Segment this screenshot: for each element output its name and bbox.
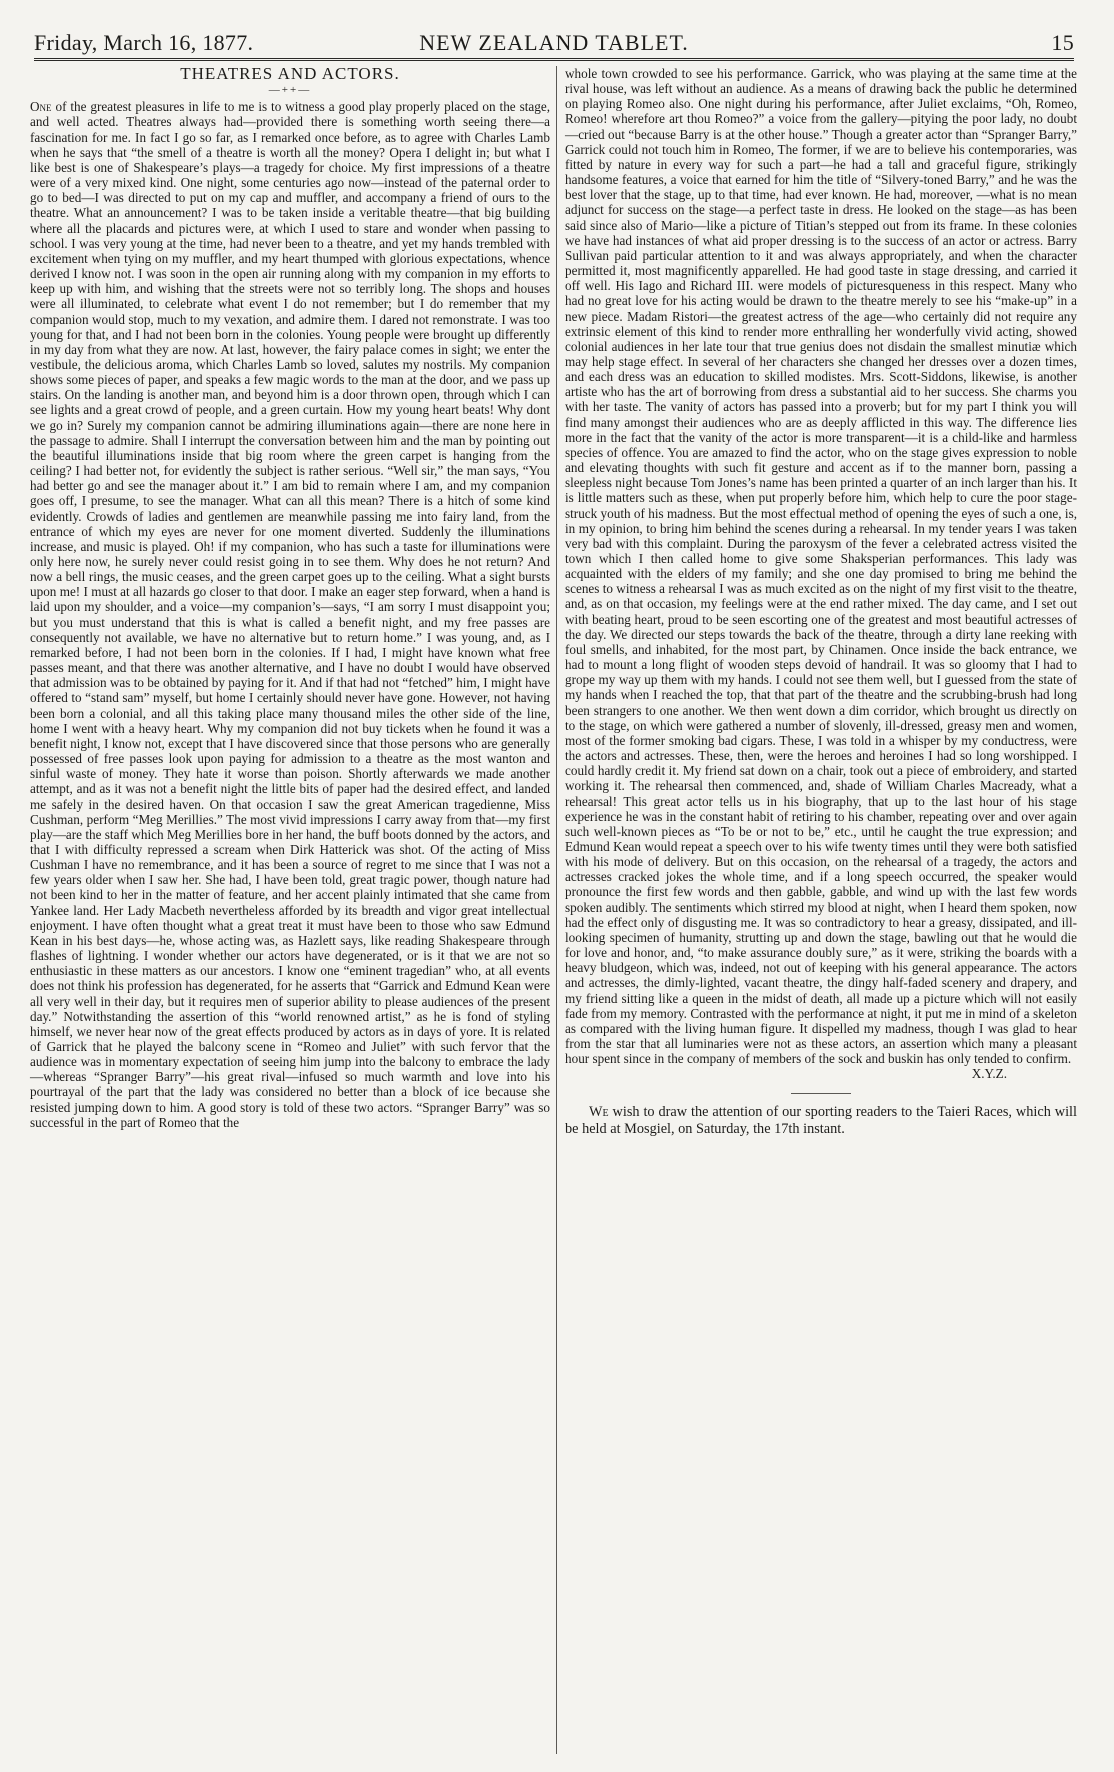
notice-lead-word: We xyxy=(589,1104,609,1121)
article-text-right: whole town crowded to see his performance. Garrick, who was playing at the same time at the rival house, was left without an audience. As a means of drawing back the public he determined on playing Romeo also. One night during his performance, after Juliet exclaims, “Oh, Romeo, Romeo! wherefore art thou Romeo?” a voice from the gallery—pitying the poor lady, no doubt—cried out “because Barry is at the other house.” Though a greater actor than “Spranger Barry,” Garrick could not touch him in Romeo, The former, if we are to believe his contemporaries, was fitted by nature in every way for such a part—he had a tall and graceful figure, strikingly handsome features, a voice that earned for him the title of “Silvery-toned Barry,” and he was the best lover that the stage, up to that time, had ever known. He had, moreover, —what is no mean adjunct for success on the stage—a perfect taste in dress. He looked on the stage—as has been said since also of Mario—like a picture of Titian’s stepped out from its frame. In these colonies we have had instances of what aid proper dressing is to the success of an actor or actress. Barry Sullivan paid particular attention to it and was always appropriately, and when the character permitted it, most magnificently apparelled. He had good taste in stage dressing, and carried it off well. His Iago and Richard III. were models of picturesqueness in this respect. Many who had no great love for his acting would be drawn to the theatre merely to see his “make-up” in a new piece. Madam Ristori—the greatest actress of the age—who certainly did not require any extrinsic element of this kind to render more enthralling her wonderfully vivid acting, showed colonial audiences in her late tour that true genius does not disdain the smallest minutiæ which may help stage effect. In several of her characters she changed her dresses over a dozen times, and each dress was an education to skilled modistes. Mrs. Scott-Siddons, likewise, is another artiste who has the art of borrowing from dress a substantial aid to her success. She charms you with her taste. The vanity of actors has passed into a proverb; but for my part I think you will find many amongst their audiences who are as deeply afflicted in this way. The difference lies more in the fact that the vanity of the actor is more transparent—it is a child-like and harmless species of offence. You are amazed to find the actor, who on the stage gives expression to noble and elevating thoughts with such fit gesture and accent as if to the manner born, passing a sleepless night because Tom Jones’s name has been printed a quarter of an inch larger than his. It is little matters such as these, when put properly before him, which help to cure the poor stage-struck youth of his madness. But the most effectual method of opening the eyes of such a one, is, in my opinion, to bring him behind the scenes during a rehearsal. In my tender years I was taken very bad with this complaint. During the paroxysm of the fever a celebrated actress visited the town which I then called home to give some Shaksperian performances. This lady was acquainted with the elders of my family; and she one day promised to bring me behind the scenes to witness a rehearsal I was as much excited as on the night of my first visit to the theatre, and, as on that occasion, my feelings were at the end rather mixed. The day came, and I set out with beating heart, proud to be seen escorting one of the greatest and most beautiful actresses of the day. We directed our steps towards the back of the theatre, through a dirty lane reeking with foul smells, and inhabited, for the most part, by Chinamen. Once inside the back entrance, we had to mount a long flight of wooden steps devoid of handrail. It was so gloomy that I had to grope my way up them with my hands. I could not see them well, but I guessed from the state of my hands when I reached the top, that that part of the theatre and the scrubbing-brush had long been strangers to one another. We then went down a dim corridor, which brought us directly on to the stage, on which were gathered a number of slovenly, ill-dressed, greasy men and women, most of the former smoking bad cigars. These, I was told in a whisper by my conductress, were the actors and actresses. These, then, were the heroes and heroines I had so long worshipped. I could hardly credit it. My friend sat down on a chair, took out a piece of embroidery, and started working it. The rehearsal then commenced, and, shade of William Charles Macready, what a rehearsal! This great actor tells us in his biography, that up to the last hour of his stage experience he was in the constant habit of retiring to his chamber, repeating over and over again such well-known pieces as “To be or not to be,” etc., until he caught the true expression; and Edmund Kean would repeat a speech over to his wife twenty times until they were both satisfied with his mode of delivery. But on this occasion, on the rehearsal of a tragedy, the actors and actresses cracked jokes the whole time, and if a long speech occurred, the speaker would pronounce the first few words and then gabble, gabble, and wind up with the last few words spoken audibly. The sentiments which stirred my blood at night, when I heard them spoken, now had the effect only of disgusting me. It was so contradictory to hear a greasy, dissipated, and ill-looking specimen of humanity, strutting up and down the stage, bawling out that he would die for love and honor, and, “to make assurance doubly sure,” as it were, striking the boards with a heavy bludgeon, which was, indeed, not out of keeping with his general appearance. The actors and actresses, the dimly-lighted, vacant theatre, the dingy half-faded scenery and drapery, and my friend sitting like a queen in the midst of death, all made up a picture which will not easily fade from my memory. Contrasted with the performance at night, it put me in mind of a skeleton as compared with the living human figure. It dispelled my madness, though I was glad to hear from the star that all luminaries were not as these actors, an assertion which many a pleasant hour spent since in the company of members of the sock and buskin has only tended to confirm. xyxy=(565,66,1077,1067)
drop-lead-word: One xyxy=(30,99,52,115)
sporting-notice xyxy=(565,1104,1077,1138)
page-number: 15 xyxy=(1051,30,1074,55)
article-body-left xyxy=(30,99,550,1130)
section-separator xyxy=(791,1093,851,1094)
article-text-left: of the greatest pleasures in life to me is to witness a good play properly placed on the stage, and well acted. Theatres always had—provided there is something worth seeing there—a fascination for me. In fact I go so far, as I remarked once before, as to agree with Charles Lamb when he says that “the smell of a theatre is worth all the money? Opera I delight in; but what I like best is one of Shakespeare’s plays—a tragedy for choice. My first impressions of a theatre were of a very mixed kind. One night, some centuries ago now—instead of the paternal order to go to bed—I was directed to put on my cap and muffler, and accompany a friend of ours to the theatre. What an announcement? I was to be taken inside a veritable theatre—that big building where all the placards and pictures were, at which I used to stare and wonder when passing to school. I was very young at the time, had never been to a theatre, and yet my hands trembled with excitement when tying on my muffler, and my heart thumped with glorious expectations, whence derived I know not. I was soon in the open air running along with my companion in my efforts to keep up with him, and wishing that the streets were not so terribly long. The shops and houses were all illuminated, to celebrate what event I do not remember; but I do remember that my companion would stop, much to my vexation, and admire them. I dared not remonstrate. I was too young for that, and I had not been born in the colonies. Young people were brought up differently in my day from what they are now. At last, however, the fairy palace comes in sight; we enter the vestibule, the delicious aroma, which Charles Lamb so loved, salutes my nostrils. My companion shows some pieces of paper, and speaks a few magic words to the man at the door, and we pass up stairs. On the landing is another man, and beyond him is a door thrown open, through which I can see lights and a great crowd of people, and a green curtain. How my young heart beats! Why dont we go in? Surely my companion cannot be admiring illuminations again—there are none here in the passage to admire. Shall I interrupt the conversation between him and the man by pointing out the beautiful illuminations inside that big room where the green carpet is hanging from the ceiling? I had better not, for evidently the subject is rather serious. “Well sir,” the man says, “You had better go and see the manager about it.” I am bid to remain where I am, and my companion goes off, I presume, to see the manager. What can all this mean? There is a hitch of some kind evidently. Crowds of ladies and gentlemen are meanwhile passing me into fairy land, from the entrance of which my eyes are never for one moment diverted. Suddenly the illuminations increase, and music is played. Oh! if my companion, who has such a taste for illuminations were only here now, he surely never could resist going in to see them. Why does he not return? And now a bell rings, the music ceases, and the green carpet goes up to the ceiling. What a sight bursts upon me! I must at all hazards go closer to that door. I make an eager step forward, when a hand is laid upon my shoulder, and a voice—my companion’s—says, “I am sorry I must disappoint you; but you must understand that this is what is called a benefit night, and my free passes are consequently not available, we have no alternative but to return home.” I was young, and, as I remarked before, I had not been born in the colonies. If I had, I might have known what free passes meant, and that there was another alternative, and I have no doubt I would have observed that admission was to be obtained by paying for it. And if that had not “fetched” him, I might have offered to “stand sam” myself, but home I certainly should never have gone. However, not having been born a colonial, and all this taking place many thousand miles the other side of the line, home I went with a heavy heart. Why my companion did not buy tickets when he found it was a benefit night, I know not, except that I have discovered since that those persons who are generally possessed of free passes look upon paying for admission to a theatre as the most wanton and sinful waste of money. They hate it worse than poison. Shortly afterwards we made another attempt, and as it was not a benefit night the little bits of paper had the desired effect, and landed me safely in the desired haven. On that occasion I saw the great American tragedienne, Miss Cushman, perform “Meg Merillies.” The most vivid impressions I carry away from that—my first play—are the staff which Meg Merillies bore in her hand, the buff boots donned by the actors, and that I with difficulty repressed a scream when Dirk Hatterick was shot. Of the acting of Miss Cushman I have no remembrance, and it has been a source of regret to me since that I was not a few years older when I saw her. She had, I have been told, great tragic power, though nature had not been kind to her in the matter of feature, and her accent plainly intimated that she came from Yankee land. Her Lady Macbeth nevertheless afforded by its breadth and vigor great intellectual enjoyment. I have often thought what a great treat it must have been to those who saw Edmund Kean in his best days—he, whose acting was, as Hazlett says, like reading Shakespeare through flashes of lightning. I wonder whether our actors have degenerated, or is it that we are not so enthusiastic in these matters as our ancestors. I know one “eminent tragedian” who, at all events does not think his profession has degenerated, for he asserts that “Garrick and Edmund Kean were all very well in their day, but it requires men of superior ability to please audiences of the present day.” Notwithstanding the assertion of this “world renowned artist,” as he is fond of styling himself, we never hear now of the great effects produced by actors as in days of yore. It is related of Garrick that he played the balcony scene in “Romeo and Juliet” with such fervor that the audience was in momentary expectation of seeing him jump into the balcony to embrace the lady—whereas “Spranger Barry”—his great rival—infused so much warmth and love into his pourtrayal of the part that the lady was considered no better than a block of ice because she resisted jumping down to him. A good story is told of these two actors. “Spranger Barry” was so successful in the part of Romeo that the xyxy=(30,99,550,1130)
signature-row xyxy=(565,1066,1077,1081)
author-signature: X.Y.Z. xyxy=(971,1066,1007,1082)
newspaper-title: NEW ZEALAND TABLET. xyxy=(419,30,689,55)
column-divider xyxy=(556,66,557,1754)
issue-date: Friday, March 16, 1877. xyxy=(34,30,254,55)
masthead xyxy=(34,18,1074,61)
heading-ornament: —++— xyxy=(268,84,312,97)
article-heading: THEATRES AND ACTORS. xyxy=(180,64,400,83)
article-column-left xyxy=(30,66,550,1130)
article-column-right xyxy=(565,66,1077,1138)
notice-paragraph xyxy=(565,1104,1077,1138)
notice-text: wish to draw the attention of our sporting readers to the Taieri Races, which will be held at Mosgiel, on Saturday, the 17th instant. xyxy=(565,1104,1077,1138)
